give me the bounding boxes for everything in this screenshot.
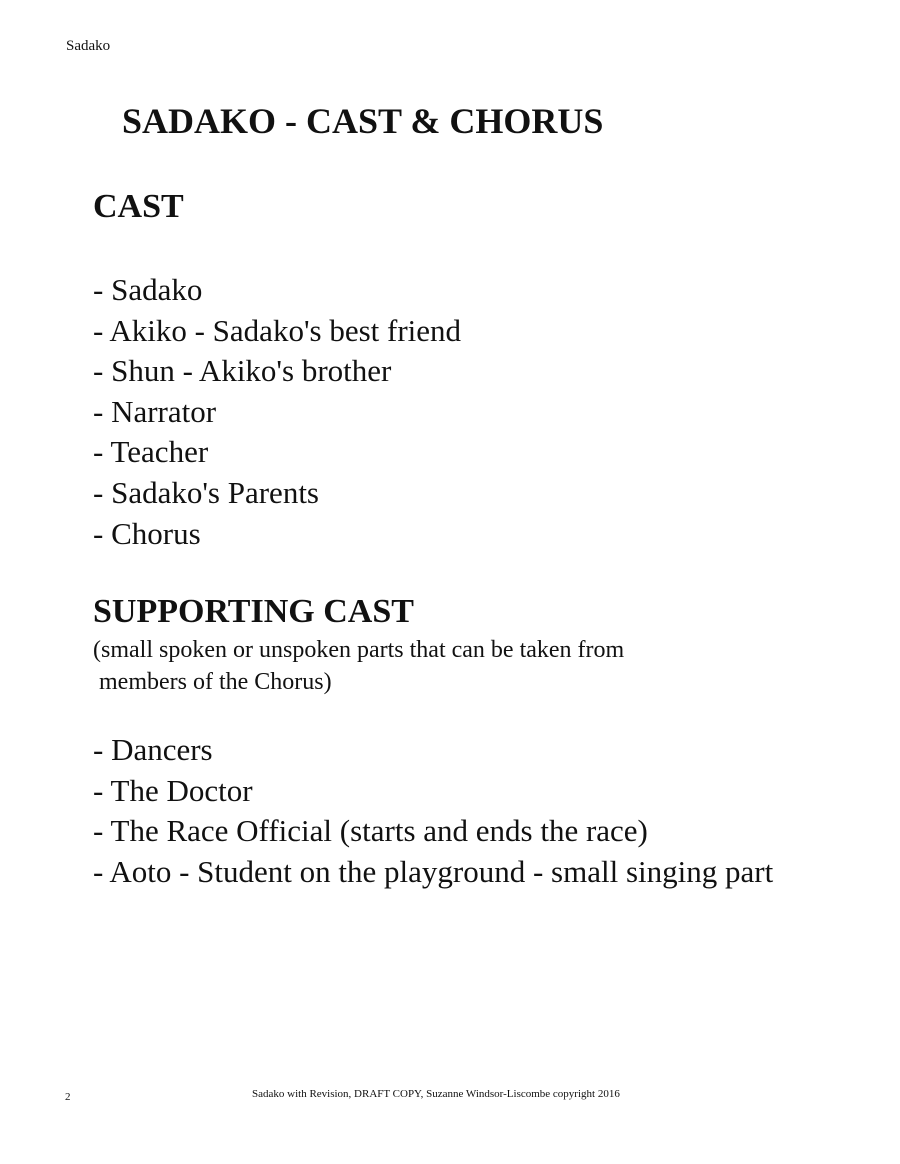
page-number: 2 bbox=[65, 1091, 71, 1103]
list-item: - Akiko - Sadako's best friend bbox=[93, 312, 462, 348]
supporting-cast-heading: SUPPORTING CAST bbox=[93, 593, 414, 630]
list-item: - Sadako's Parents bbox=[93, 474, 319, 510]
footer-copyright: Sadako with Revision, DRAFT COPY, Suzanne Windsor-Liscombe copyright 2016 bbox=[252, 1088, 620, 1100]
list-item: - Aoto - Student on the playground - small singing part bbox=[93, 853, 774, 889]
list-item: - The Race Official (starts and ends the race) bbox=[93, 813, 648, 849]
page-title: SADAKO - CAST & CHORUS bbox=[122, 101, 604, 141]
supporting-cast-list bbox=[93, 730, 773, 892]
note-line: (small spoken or unspoken parts that can be taken from bbox=[93, 637, 625, 663]
supporting-cast-note bbox=[93, 634, 624, 698]
list-item: - Sadako bbox=[93, 272, 203, 307]
list-item: - The Doctor bbox=[93, 772, 253, 808]
cast-list bbox=[93, 270, 461, 554]
list-item: - Shun - Akiko's brother bbox=[93, 353, 392, 389]
running-header: Sadako bbox=[66, 38, 111, 54]
list-item: - Dancers bbox=[93, 732, 213, 767]
list-item: - Teacher bbox=[93, 434, 209, 470]
list-item: - Chorus bbox=[93, 515, 201, 551]
cast-heading: CAST bbox=[93, 188, 184, 225]
note-line: members of the Chorus) bbox=[93, 669, 332, 695]
list-item: - Narrator bbox=[93, 393, 217, 429]
